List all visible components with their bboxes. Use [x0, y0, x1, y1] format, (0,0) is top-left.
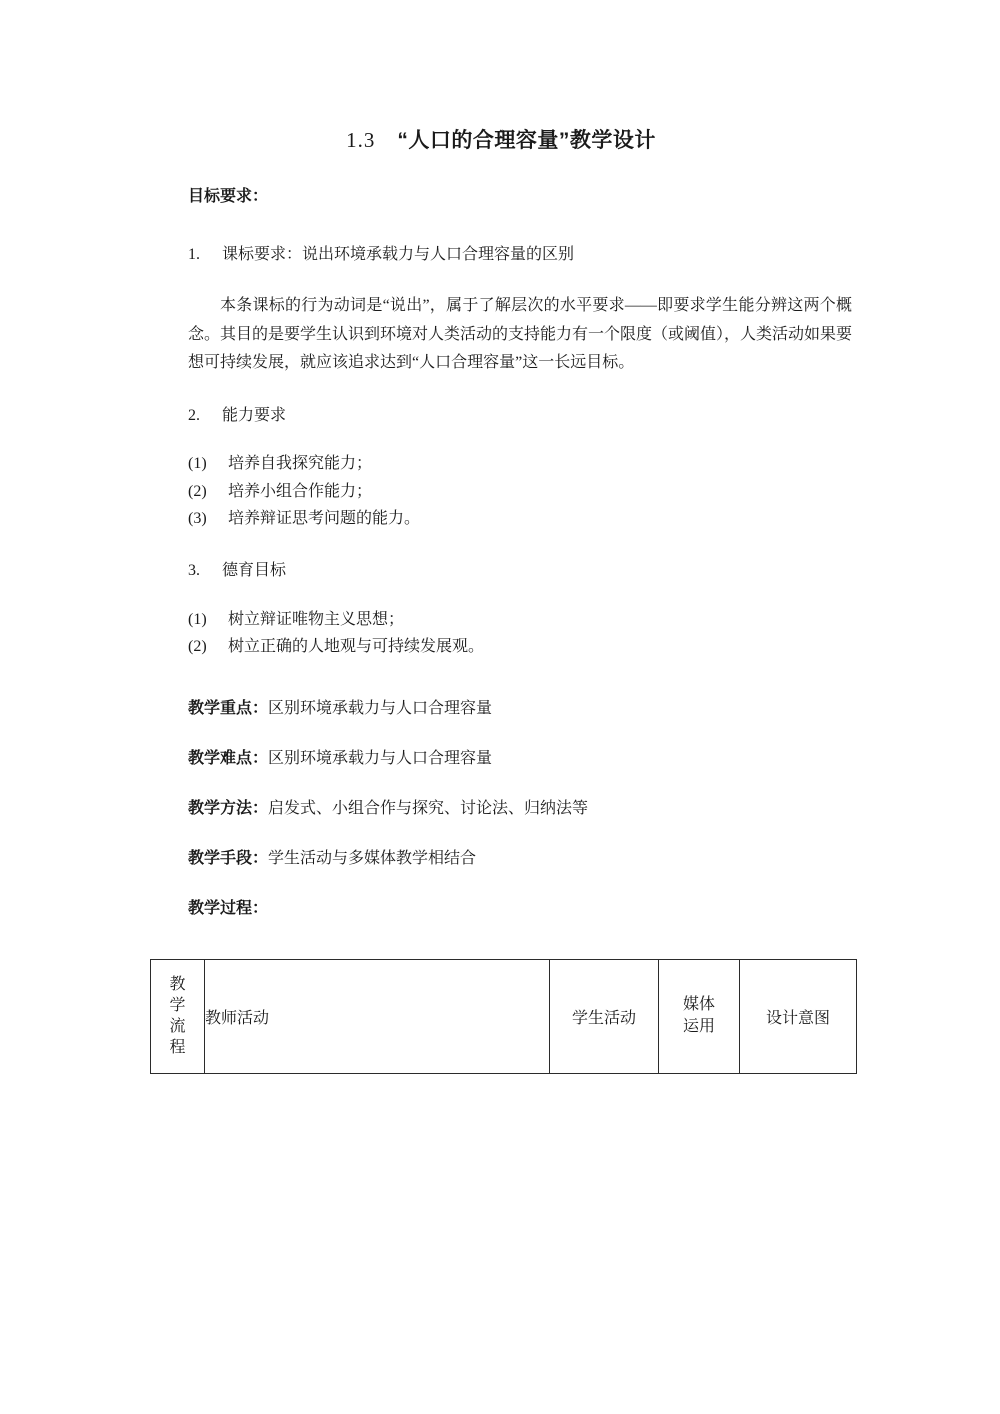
- title-number: 1.3: [346, 128, 376, 152]
- objectives-item-2-text: 能力要求: [222, 406, 287, 424]
- ability-item: [150, 450, 852, 478]
- teaching-method-label: 教学方法：: [188, 799, 269, 817]
- moral-item-index: (2): [188, 638, 207, 656]
- teaching-difficulty: [150, 747, 852, 771]
- teaching-method: [150, 797, 852, 821]
- objectives-heading: 目标要求：: [188, 188, 269, 206]
- spacer: [150, 428, 852, 450]
- objectives-explanation: 本条课标的行为动词是“说出”，属于了解层次的水平要求——即要求学生能分辨这两个概念。其目的是要学生认识到环境对人类活动的支持能力有一个限度（或阈值），人类活动如果要想可持续发展，就应该追求达到“人口合理容量”这一长远目标。: [188, 297, 853, 372]
- process-heading: 教学过程：: [188, 899, 269, 917]
- teaching-means: [150, 847, 852, 871]
- ability-item-text: 培养自我探究能力；: [228, 455, 373, 473]
- objectives-item-3-text: 德育目标: [222, 561, 287, 579]
- table-header-design-intent: 设计意图: [740, 959, 857, 1073]
- page-title: [150, 0, 852, 155]
- spacer: [150, 584, 852, 606]
- ability-item-index: (1): [188, 455, 207, 473]
- flow-char: 教: [169, 976, 186, 993]
- spacer: [150, 771, 852, 797]
- table-header-media-use: [659, 959, 740, 1073]
- moral-item: [150, 633, 852, 661]
- moral-item-index: (1): [188, 610, 207, 628]
- ability-item: [150, 478, 852, 506]
- spacer: [150, 661, 852, 697]
- ability-item: [150, 505, 852, 533]
- teaching-difficulty-value: 区别环境承载力与人口合理容量: [268, 749, 493, 767]
- media-line: 运用: [682, 1018, 715, 1036]
- table-row: [151, 959, 857, 1073]
- ability-item-text: 培养辩证思考问题的能力。: [228, 510, 421, 528]
- moral-item-text: 树立辩证唯物主义思想；: [228, 610, 405, 628]
- spacer: [150, 721, 852, 747]
- ability-item-text: 培养小组合作能力；: [228, 482, 373, 500]
- flow-char: 流: [169, 1018, 186, 1036]
- flow-char: 学: [169, 997, 186, 1015]
- ability-item-index: (2): [188, 482, 207, 500]
- moral-item-text: 树立正确的人地观与可持续发展观。: [228, 638, 485, 656]
- spacer: [150, 209, 852, 243]
- title-text: “人口的合理容量”教学设计: [397, 129, 656, 152]
- table-header-flow: [151, 959, 205, 1073]
- document-content: [150, 0, 852, 1074]
- spacer: [150, 378, 852, 404]
- objectives-item-1: [150, 243, 852, 268]
- objectives-item-3: [150, 559, 852, 584]
- teaching-difficulty-label: 教学难点：: [188, 749, 269, 767]
- teaching-means-value: 学生活动与多媒体教学相结合: [268, 849, 477, 867]
- objectives-item-2-index: 2.: [188, 406, 200, 424]
- media-line: 媒体: [682, 996, 715, 1014]
- teaching-method-value: 启发式、小组合作与探究、讨论法、归纳法等: [268, 799, 589, 817]
- objectives-item-1-index: 1.: [188, 246, 200, 264]
- objectives-item-2: [150, 404, 852, 429]
- teaching-focus: [150, 697, 852, 721]
- spacer: [150, 533, 852, 559]
- table-header-teacher-activity: 教师活动: [205, 959, 550, 1073]
- moral-item: [150, 606, 852, 634]
- teaching-focus-value: 区别环境承载力与人口合理容量: [268, 699, 493, 717]
- spacer: [150, 821, 852, 847]
- spacer: [150, 155, 852, 185]
- teaching-focus-label: 教学重点：: [188, 699, 269, 717]
- process-table: [150, 959, 857, 1074]
- objectives-item-3-index: 3.: [188, 561, 200, 579]
- spacer: [150, 871, 852, 897]
- ability-item-index: (3): [188, 510, 207, 528]
- process-table-wrapper: [150, 959, 852, 1074]
- teaching-means-label: 教学手段：: [188, 849, 269, 867]
- table-header-student-activity: 学生活动: [550, 959, 659, 1073]
- objectives-item-1-text: 课标要求：说出环境承载力与人口合理容量的区别: [222, 246, 575, 264]
- spacer: [150, 268, 852, 292]
- flow-char: 程: [169, 1039, 186, 1057]
